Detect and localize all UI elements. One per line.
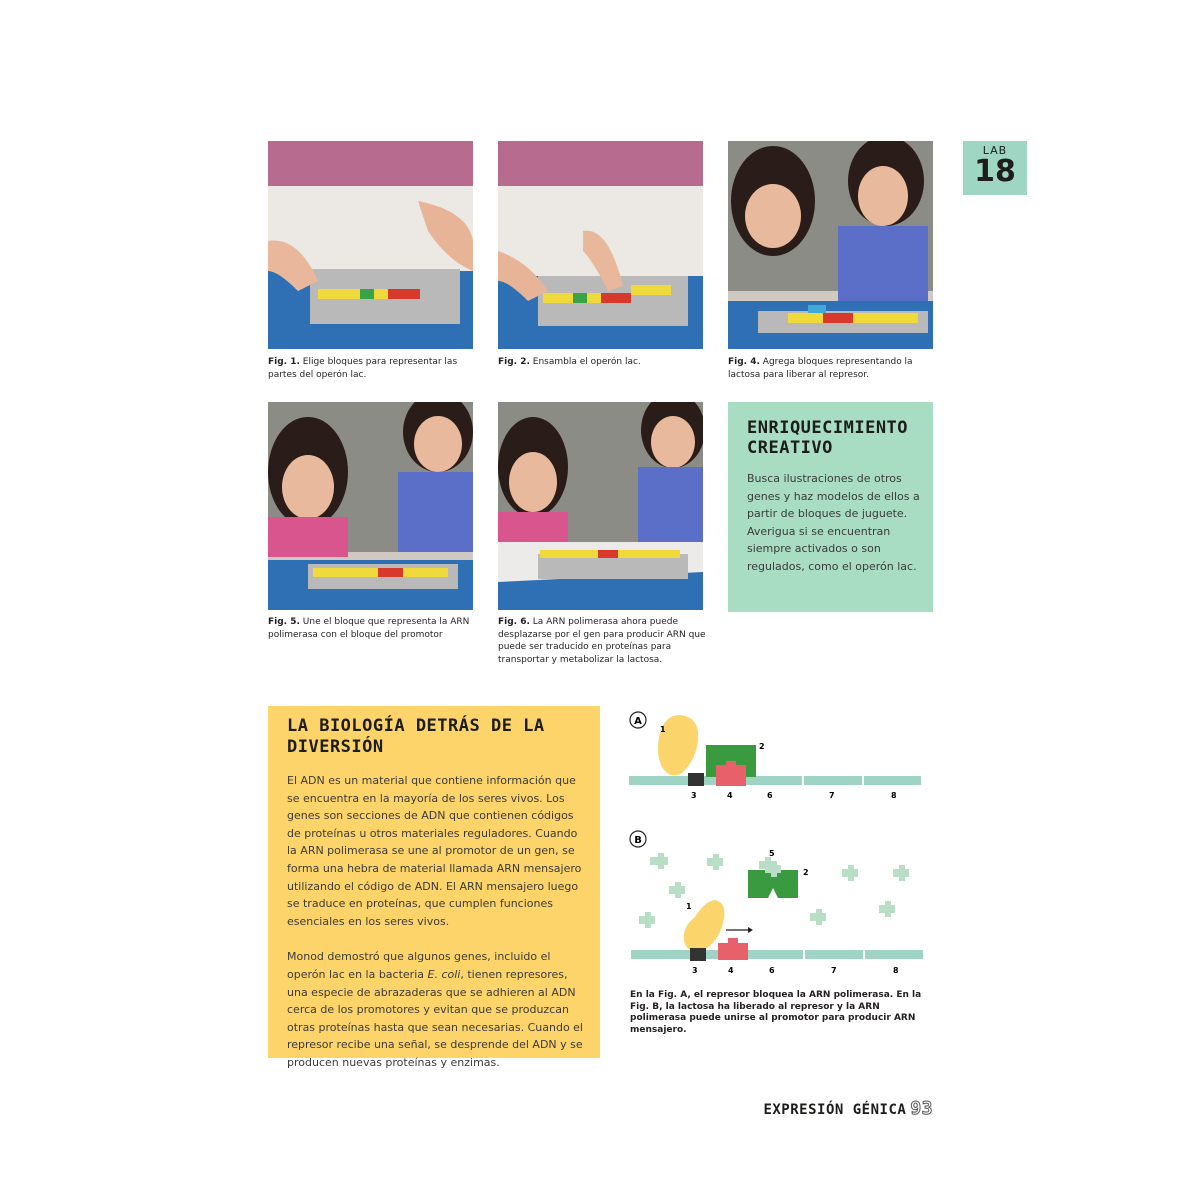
promoter-b xyxy=(690,948,706,961)
caption-fig-4 xyxy=(728,356,938,381)
caption-label: Fig. 4. xyxy=(728,357,760,367)
caption-text: Agrega bloques representando la lactosa para liberar al represor. xyxy=(728,357,913,380)
panel-a-letter: A xyxy=(634,716,642,727)
operator-a xyxy=(716,765,746,786)
label-b-6: 6 xyxy=(769,966,775,975)
biology-title: LA BIOLOGÍA DETRÁS DE LA DIVERSIÓN xyxy=(287,716,545,757)
diagram-caption: En la Fig. A, el represor bloquea la ARN polimerasa. En la Fig. B, la lactosa ha liberado al represor y la ARN polimerasa puede unirse al promotor para producir ARN mensajero. xyxy=(630,990,922,1035)
label-a-6: 6 xyxy=(767,791,773,800)
label-b-8: 8 xyxy=(893,966,899,975)
creative-title: ENRIQUECIMIENTO CREATIVO xyxy=(747,418,909,458)
promoter-a xyxy=(688,773,704,786)
label-a-1: 1 xyxy=(660,725,666,734)
lab-number: 18 xyxy=(974,154,1016,189)
photo-fig-4 xyxy=(728,141,933,349)
label-a-2: 2 xyxy=(759,742,765,751)
photo-fig-5 xyxy=(268,402,473,610)
caption-label: Fig. 1. xyxy=(268,357,300,367)
dna-strand-b xyxy=(631,950,923,959)
lab-word: LAB xyxy=(982,144,1008,157)
label-a-4: 4 xyxy=(727,791,733,800)
label-a-7: 7 xyxy=(829,791,835,800)
caption-text: La ARN polimerasa ahora puede desplazarse por el gen para producir ARN que puede ser traducido en proteínas para transportar y metabolizar la lactosa. xyxy=(498,617,706,665)
biology-paragraph-1: El ADN es un material que contiene información que se encuentra en la mayoría de los seres vivos. Los genes son secciones de ADN que contienen códigos de proteínas u otros materiales reguladores. Cuando la ARN polimerasa se une al promotor de un gen, se forma una hebra de material llamada ARN mensajero utilizando el código de ADN. El ARN mensajero luego se traduce en proteínas, que cumplen funciones esenciales en los seres vivos. xyxy=(287,774,582,928)
caption-label: Fig. 5. xyxy=(268,617,300,627)
p2-italic: E. coli xyxy=(427,967,461,981)
operon-diagram xyxy=(620,705,940,985)
page-number: 93 xyxy=(910,1098,933,1119)
creative-body: Busca ilustraciones de otros genes y haz modelos de ellos a partir de bloques de juguete. Averigua si se encuentran siempre activados o son regulados, como el operón lac. xyxy=(747,472,920,573)
caption-text: Ensambla el operón lac. xyxy=(529,357,641,367)
operator-b xyxy=(718,943,748,960)
photo-fig-1 xyxy=(268,141,473,349)
photo-fig-2 xyxy=(498,141,703,349)
panel-b xyxy=(630,831,923,975)
caption-fig-6 xyxy=(498,616,708,666)
label-b-4: 4 xyxy=(728,966,734,975)
label-b-3: 3 xyxy=(692,966,698,975)
panel-b-letter: B xyxy=(634,835,642,846)
photo-fig-6 xyxy=(498,402,703,610)
caption-text: Une el bloque que representa la ARN polimerasa con el bloque del promotor xyxy=(268,617,470,640)
caption-label: Fig. 6. xyxy=(498,617,530,627)
lab-badge xyxy=(963,141,1027,195)
dna-strand-a xyxy=(629,776,921,785)
p2-text-after: , tienen represores, una especie de abrazaderas que se adhieren al ADN cerca de los promotores y evitan que se produzcan otras proteínas hasta que sean necesarias. Cuando el represor recibe una señal, se desprende del ADN y se producen nuevas proteínas y enzimas. xyxy=(287,967,583,1069)
caption-fig-2 xyxy=(498,356,708,369)
creative-box xyxy=(728,402,933,612)
label-b-7: 7 xyxy=(831,966,837,975)
caption-label: Fig. 2. xyxy=(498,357,530,367)
label-a-3: 3 xyxy=(691,791,697,800)
biology-paragraph-2 xyxy=(287,948,588,1071)
label-b-5: 5 xyxy=(769,849,775,858)
page-footer xyxy=(700,1098,933,1119)
label-b-1: 1 xyxy=(686,902,692,911)
biology-box xyxy=(268,706,600,1069)
label-a-8: 8 xyxy=(891,791,897,800)
caption-fig-5 xyxy=(268,616,478,641)
footer-title: EXPRESIÓN GÉNICA xyxy=(763,1102,907,1118)
caption-text: Elige bloques para representar las partes del operón lac. xyxy=(268,357,458,380)
panel-a xyxy=(629,712,921,800)
label-b-2: 2 xyxy=(803,868,809,877)
caption-fig-1 xyxy=(268,356,478,381)
p2-text-before: Monod demostró que algunos genes, incluido el operón lac en la bacteria xyxy=(287,950,551,981)
